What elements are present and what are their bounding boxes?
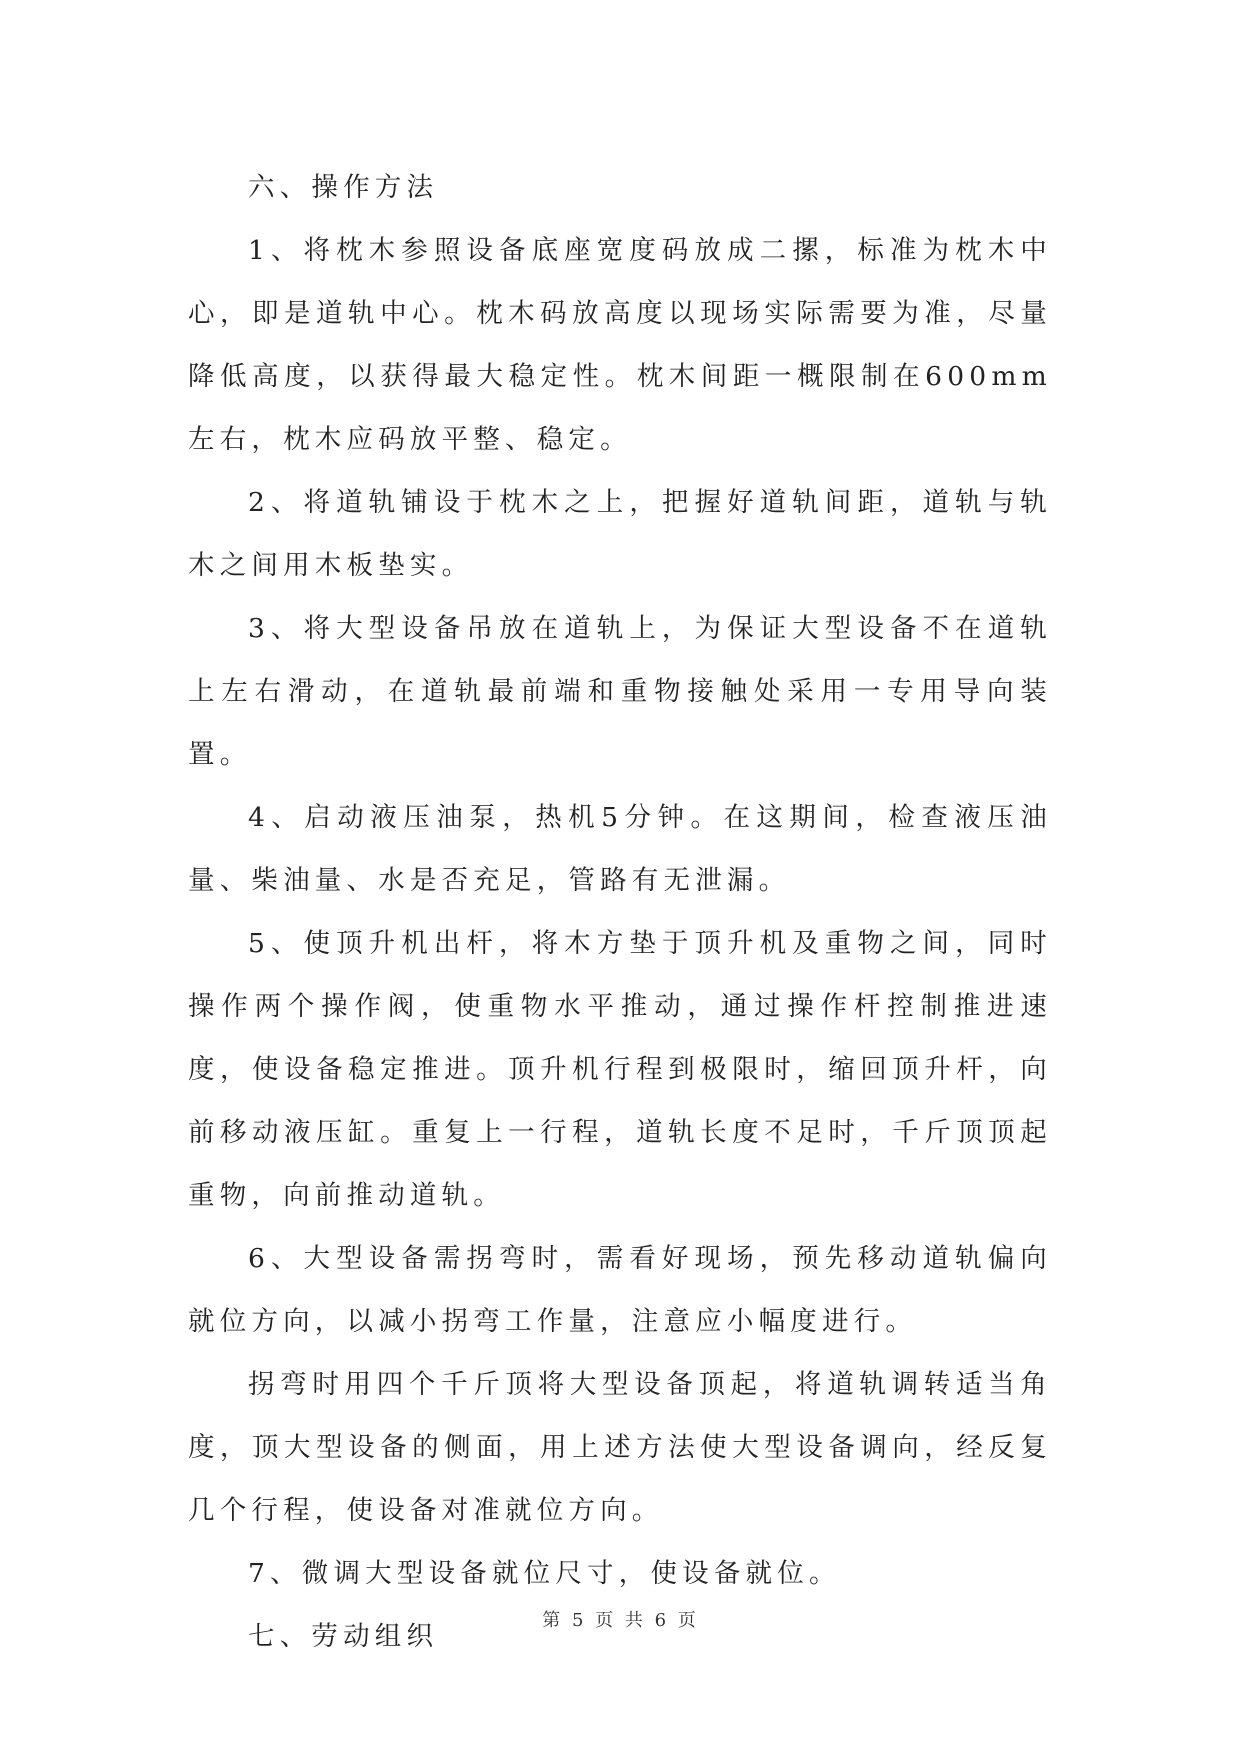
paragraph-step-6-turning: 拐弯时用四个千斤顶将大型设备顶起，将道轨调转适当角度，顶大型设备的侧面，用上述方法使大型设备调向，经反复几个行程，使设备对准就位方向。 <box>188 1369 1052 1526</box>
paragraph-step-5: 5、使顶升机出杆，将木方垫于顶升机及重物之间，同时操作两个操作阀，使重物水平推动，通过操作杆控制推进速度，使设备稳定推进。顶升机行程到极限时，缩回顶升杆，向前移动液压缸。重复上一行程，道轨长度不足时，千斤顶顶起重物，向前推动道轨。 <box>188 928 1052 1211</box>
paragraph-step-1: 1、将枕木参照设备底座宽度码放成二摞，标准为枕木中心，即是道轨中心。枕木码放高度以现场实际需要为准，尽量降低高度，以获得最大稳定性。枕木间距一概限制在600mm左右，枕木应码放平整、稳定。 <box>188 235 1052 455</box>
paragraph-step-3: 3、将大型设备吊放在道轨上，为保证大型设备不在道轨上左右滑动，在道轨最前端和重物接触处采用一专用导向装置。 <box>188 613 1052 770</box>
paragraph-step-2: 2、将道轨铺设于枕木之上，把握好道轨间距，道轨与轨木之间用木板垫实。 <box>188 487 1052 581</box>
document-body <box>188 156 1052 1668</box>
section-heading-operation-method: 六、操作方法 <box>248 172 439 203</box>
page-number-footer: 第 5 页 共 6 页 <box>542 1610 699 1631</box>
section-heading-labor-organization: 七、劳动组织 <box>248 1621 439 1652</box>
paragraph-step-4: 4、启动液压油泵，热机5分钟。在这期间，检查液压油量、柴油量、水是否充足，管路有无泄漏。 <box>188 802 1052 896</box>
paragraph-step-7: 7、微调大型设备就位尺寸，使设备就位。 <box>248 1558 841 1589</box>
paragraph-step-6: 6、大型设备需拐弯时，需看好现场，预先移动道轨偏向就位方向，以减小拐弯工作量，注意应小幅度进行。 <box>188 1243 1052 1337</box>
